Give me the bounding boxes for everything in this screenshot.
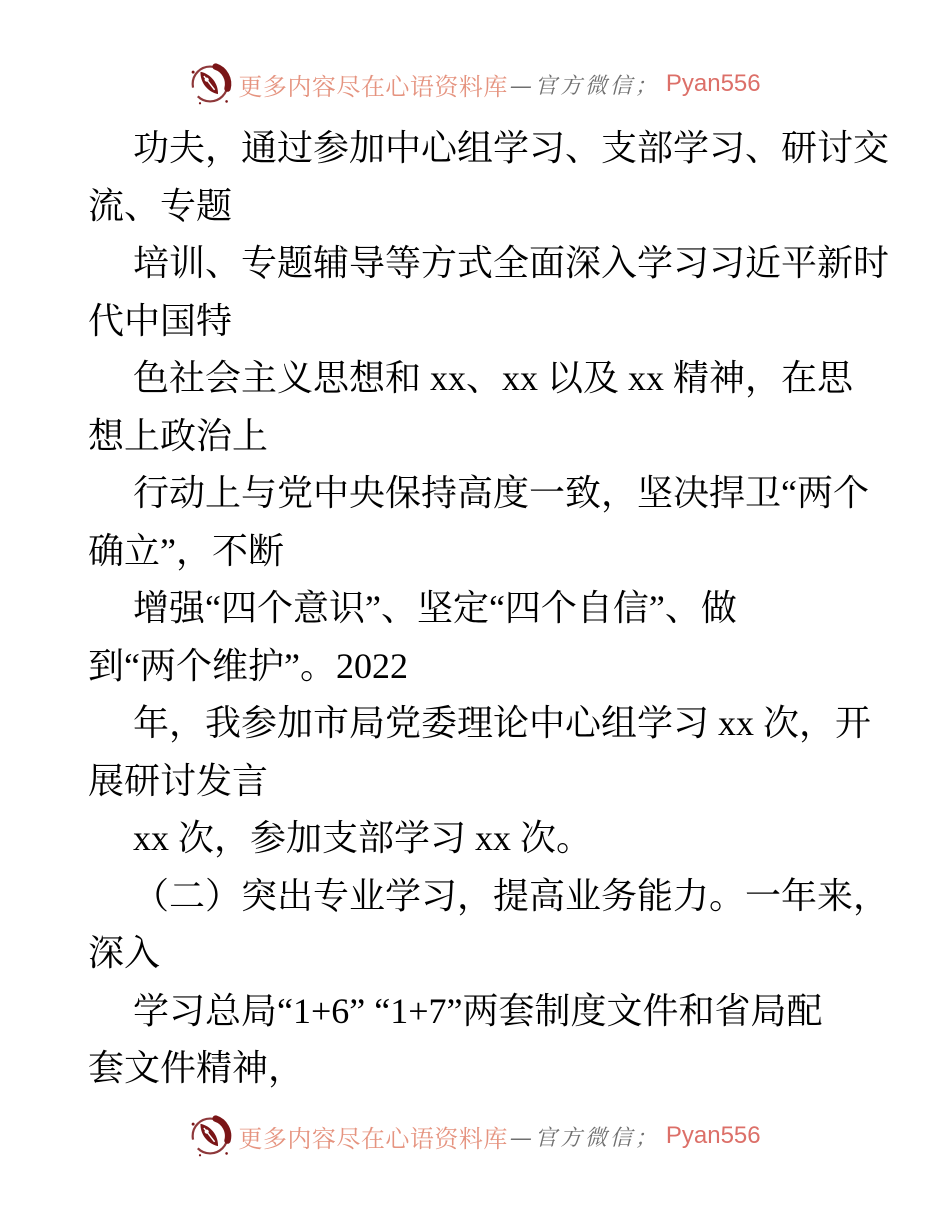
- text-line: 到“两个维护”。2022: [88, 645, 408, 686]
- watermark-header: [0, 62, 950, 106]
- text-line: 年，我参加市局党委理论中心组学习 xx 次，开: [133, 703, 872, 743]
- text-line: 套文件精神，: [88, 1048, 305, 1088]
- pen-swirl-logo-icon: [189, 62, 233, 106]
- watermark-wechat-handle: Pyan556: [665, 1122, 761, 1149]
- text-line: 深入: [88, 933, 161, 973]
- text-line: 行动上与党中央保持高度一致，坚决捍卫“两个: [133, 473, 869, 513]
- text-line: 展研讨发言: [88, 760, 269, 801]
- watermark-wechat-label: —官方微信；: [509, 1125, 660, 1151]
- watermark-brand-text: 更多内容尽在心语资料库: [238, 1126, 508, 1153]
- text-line: 代中国特: [88, 300, 233, 341]
- text-line: 学习总局“1+6” “1+7”两套制度文件和省局配: [133, 990, 823, 1031]
- text-line: 培训、专题辅导等方式全面深入学习习近平新时: [133, 243, 890, 283]
- text-line: 想上政治上: [88, 415, 269, 456]
- text-line: 色社会主义思想和 xx、xx 以及 xx 精神，在思: [133, 358, 854, 398]
- pen-swirl-logo-icon: [189, 1114, 233, 1158]
- watermark-wechat-handle: Pyan556: [665, 70, 761, 97]
- text-line: 功夫，通过参加中心组学习、支部学习、研讨交: [133, 128, 890, 168]
- watermark-wechat-label: —官方微信；: [509, 73, 660, 99]
- document-body: [88, 120, 910, 1098]
- text-line: 增强“四个意识”、坚定“四个自信”、做: [133, 588, 737, 628]
- text-line: 确立”，不断: [88, 530, 284, 571]
- text-line: 流、专题: [88, 185, 233, 226]
- text-line: xx 次，参加支部学习 xx 次。: [133, 818, 593, 858]
- watermark-brand-text: 更多内容尽在心语资料库: [238, 74, 508, 101]
- text-line: （二）突出专业学习，提高业务能力。一年来，: [133, 875, 890, 916]
- watermark-footer: [0, 1114, 950, 1158]
